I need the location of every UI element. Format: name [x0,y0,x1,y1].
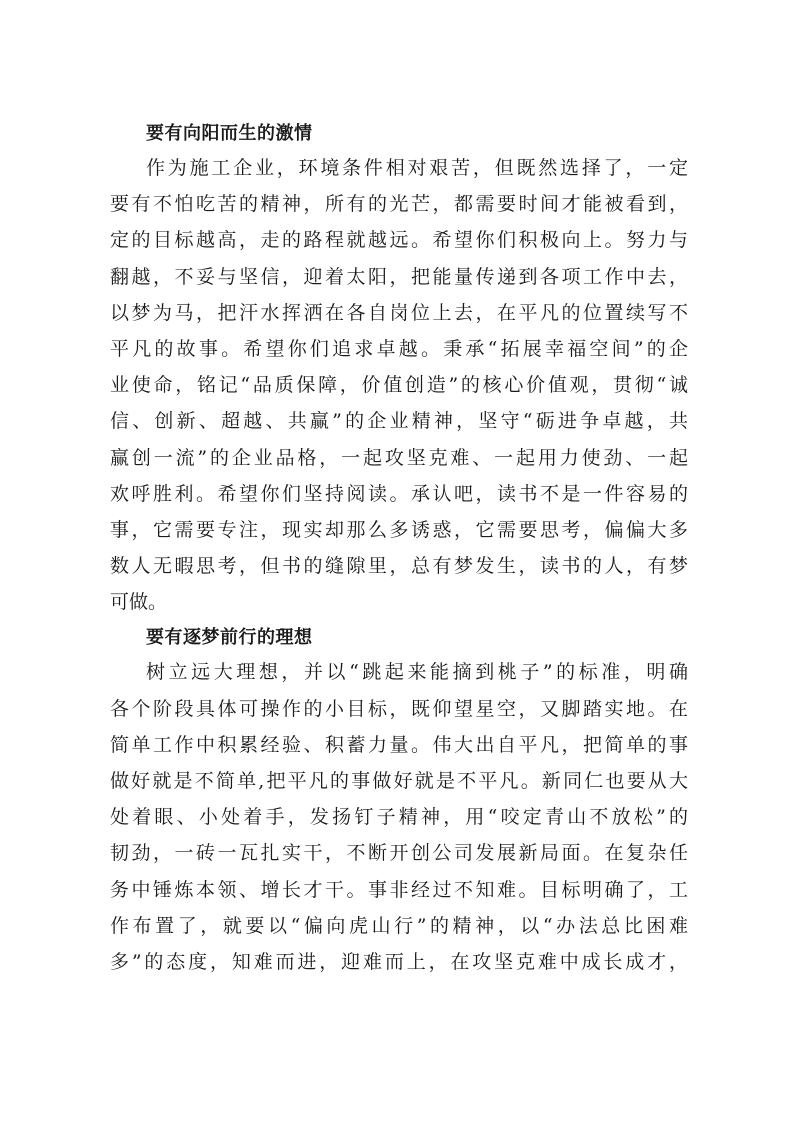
paragraph-line: 树立远大理想，并以“跳起来能摘到桃子”的标准，明确 [146,661,688,684]
section-heading-dream: 要有逐梦前行的理想 [146,627,313,649]
paragraph-line: 韧劲，一砖一瓦扎实干，不断开创公司发展新局面。在复杂任 [110,842,688,865]
paragraph-line: 简单工作中积累经验、积蓄力量。伟大出自平凡，把简单的事 [110,733,688,756]
paragraph-line: 翻越，不妥与坚信，迎着太阳，把能量传递到各项工作中去， [110,265,688,288]
paragraph-line: 数人无暇思考，但书的缝隙里，总有梦发生，读书的人，有梦 [110,555,688,578]
paragraph-dream [110,654,688,980]
paragraph-line: 赢创一流”的企业品格，一起攻坚克难、一起用力使劲、一起 [110,446,688,469]
paragraph-line: 作为施工企业，环境条件相对艰苦，但既然选择了，一定 [146,157,688,179]
paragraph-line: 多”的态度，知难而进，迎难而上，在攻坚克难中成长成才， [110,950,688,973]
paragraph-line: 定的目标越高，走的路程就越远。希望你们积极向上。努力与 [110,229,688,252]
paragraph-line: 可做。 [110,591,168,614]
paragraph-line: 处着眼、小处着手，发扬钉子精神，用“咬定青山不放松”的 [110,806,688,829]
document-page [110,118,688,980]
paragraph-line: 要有不怕吃苦的精神，所有的光芒，都需要时间才能被看到， [110,193,688,216]
paragraph-line: 作布置了，就要以“偏向虎山行”的精神，以“办法总比困难 [110,914,688,937]
section-heading-passion: 要有向阳而生的激情 [146,123,313,144]
paragraph-line: 做好就是不简单,把平凡的事做好就是不平凡。新同仁也要从大 [110,770,688,792]
paragraph-line: 各个阶段具体可操作的小目标，既仰望星空，又脚踏实地。在 [110,697,688,720]
paragraph-line: 信、创新、超越、共赢”的企业精神，坚守“砺进争卓越，共 [110,410,688,433]
paragraph-line: 平凡的故事。希望你们追求卓越。秉承“拓展幸福空间”的企 [110,337,688,360]
paragraph-line: 事，它需要专注，现实却那么多诱惑，它需要思考，偏偏大多 [110,518,688,541]
paragraph-line: 以梦为马，把汗水挥洒在各自岗位上去，在平凡的位置续写不 [110,301,688,324]
paragraph-line: 欢呼胜利。希望你们坚持阅读。承认吧，读书不是一件容易的 [110,482,688,505]
paragraph-line: 业使命，铭记“品质保障，价值创造”的核心价值观，贯彻“诚 [110,374,688,397]
paragraph-passion [110,150,688,620]
paragraph-line: 务中锤炼本领、增长才干。事非经过不知难。目标明确了，工 [110,878,688,901]
